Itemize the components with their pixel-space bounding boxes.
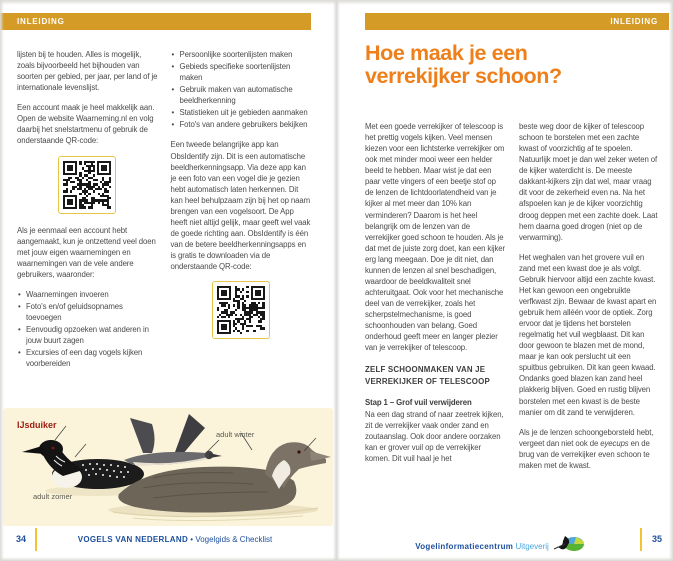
list-item: • Statistieken uit je gebieden aanmaken [180, 107, 312, 118]
page-number: 35 [652, 534, 663, 544]
paragraph: Als je eenmaal een account hebt aangemaakt, kun je ontzettend veel doen met jouw eigen waarnemingen en waarnemingen van de vele andere gebruikers, waaronder: [17, 225, 156, 279]
qr-finder-icon [63, 195, 77, 209]
paragraph: Het weghalen van het grovere vuil en zand met een kwast doe je als volgt. Gebruik hiervoor altijd een zachte kwast. Het kan gewoon een ongebruikte verfkwast zijn. Bewaar de kwast apart en gebruik hem alléén voor de optiek. Zorg ervoor dat je tijdens het borstelen regelmatig het vuil wegblaast. Dit kan door gewoon te blazen met de mond, maar je kan ook perslucht uit een spuitbus gebruiken. Dit kan geen kwaad. Ondanks goed blazen kan zand heel plakkerig blijven. Goed en rustig blijven borstelen met een kwast is de beste manier om dit zand te verwijderen. [519, 252, 657, 417]
qr-finder-icon [217, 286, 231, 300]
qr-code-waarneming [58, 156, 116, 214]
qr-code-obsidentify [212, 281, 270, 339]
left-column-1 [17, 49, 158, 378]
footer-separator: • [190, 535, 194, 544]
right-page-columns [365, 121, 671, 480]
step-heading: Stap 1 – Grof vuil verwijderen [365, 397, 472, 407]
publisher-logo-icon [553, 535, 585, 552]
footer-divider [35, 528, 37, 551]
publisher-name: Vogelinformatiecentrum [415, 542, 514, 551]
footer-series [40, 535, 310, 544]
qr-finder-icon [63, 161, 77, 175]
list-item: • Foto's van andere gebruikers bekijken [180, 119, 312, 130]
qr-finder-icon [217, 320, 231, 334]
paragraph: beste weg door de kijker of telescoop schoon te borstelen met een zachte kwast of voorzichtig af te spoelen. Natuurlijk moet je dan wel zeker weten of de kijker waterdicht is. De meeste dakkant-kijkers zijn dat wel, maar vraag dit voor de zekerheid even na. Na het afspoelen kan je de kijker voorzichtig droog deppen met een zachte doek. Laat hem daarna goed drogen (niet op de verwarming). [519, 122, 658, 242]
left-column-2 [171, 49, 312, 378]
list-item: • Eenvoudig opzoeken wat anderen in jouw buurt zagen [26, 324, 158, 346]
paragraph: Een tweede belangrijke app kan ObsIdentify zijn. Dit is een automatische beeldherkenningsapp. Via deze app kan je een foto van een vogel die je gezien hebt automatisch laten herkennen. Dit kan heel behulpzaam zijn bij het op naam brengen van een vogelsoort. De App heeft niet altijd gelijk, maar geeft wel vaak de goede richting aan. ObsIdentify is één van de betere beeldherkenningsapps en is gratis te downloaden via de onderstaande QR-code: [170, 140, 311, 272]
series-subtitle: Vogelgids & Checklist [195, 535, 273, 544]
right-column-2 [519, 121, 660, 480]
paragraph-text: en de brug van de verrekijker even schoon te maken met de kwast. [519, 438, 650, 470]
book-spine [333, 0, 340, 561]
caption-adult-winter: adult winter [216, 430, 255, 439]
bird-illustration-panel [3, 408, 333, 526]
paragraph: lijsten bij te houden. Alles is mogelijk, zoals bijvoorbeeld het bijhouden van soorten per gebied, per jaar, per land of je internationale levenslijst. [17, 50, 158, 93]
list-item: • Excursies of een dag vogels kijken voorbereiden [26, 347, 158, 369]
right-page [337, 0, 673, 561]
list-item: • Persoonlijke soortenlijsten maken [180, 49, 312, 60]
bullet-list [171, 49, 312, 130]
list-item: • Gebieds specifieke soortenlijsten maken [180, 61, 312, 83]
paragraph: Een account maak je heel makkelijk aan. Open de website Waarneming.nl en volg daarbij het snelstartmenu of gebruik de onderstaande QR-code: [17, 103, 155, 146]
paragraph: Met een goede verrekijker of telescoop is het prettig vogels kijken. Veel mensen kiezen voor een lichtsterke verrekijker om ook met minder mooi weer een helder beeld te hebben. Maar wist je dat een paar vette vingers of een beetje stof op de lenzen de lichtdoorlatendheid van je kijker al met meer dan 10% kan verminderen? Daarom is het heel belangrijk om de lenzen van de verrekijker goed schoon te houden. Als je dat met de juiste zorg doet, kan een kijker erg lang meegaan. Doe je dit niet, dan kunnen de lenzen al snel beschadigen, waardoor de beeldkwaliteit snel achteruitgaat. Ook voor het mechanische deel van de verrekijker, zoals het scherpstelmechanisme, is goed schoonhouden van belang. Goed onderhoud geeft meer en langer plezier van je verrekijker of telescoop. [365, 122, 506, 353]
paragraph [519, 427, 660, 471]
paragraph: Na een dag strand of naar zeetrek kijken, zit de verrekijker vaak onder zand en zoutaanslag. Ook door andere oorzaken kan er grover vuil op de verrekijker komen. Dit vuil haal je het [365, 409, 504, 464]
species-label: IJsduiker [17, 420, 57, 430]
footer-right [337, 527, 673, 555]
left-page-columns [17, 49, 311, 378]
list-item: • Waarnemingen invoeren [26, 289, 158, 300]
footer-divider [640, 528, 642, 551]
list-item: • Gebruik maken van automatische beeldherkenning [180, 84, 312, 106]
publisher-suffix: Uitgeverij [515, 542, 549, 551]
section-header-right: INLEIDING [365, 13, 669, 30]
section-header-left: INLEIDING [0, 13, 311, 30]
right-column-1 [365, 121, 506, 480]
article-title-line1: Hoe maak je een [365, 41, 528, 65]
footer-publisher [367, 535, 633, 552]
page-number: 34 [16, 534, 27, 544]
article-title [365, 42, 562, 87]
subheading: ZELF SCHOONMAKEN VAN JE VERREKIJKER OF TELESCOOP [365, 365, 490, 386]
article-title-line2: verrekijker schoon? [365, 63, 562, 88]
footer-left [0, 527, 336, 555]
series-title: VOGELS VAN NEDERLAND [77, 535, 189, 544]
qr-finder-icon [251, 286, 265, 300]
caption-adult-zomer: adult zomer [33, 492, 73, 501]
italic-term: eyecups [600, 438, 629, 448]
paragraph-text: Als je de lenzen schoongeborsteld hebt, vergeet dan niet ook de [519, 427, 654, 448]
bullet-list [17, 289, 158, 369]
list-item: • Foto's en/of geluidsopnames toevoegen [26, 301, 158, 323]
qr-finder-icon [97, 161, 111, 175]
left-page [0, 0, 336, 561]
